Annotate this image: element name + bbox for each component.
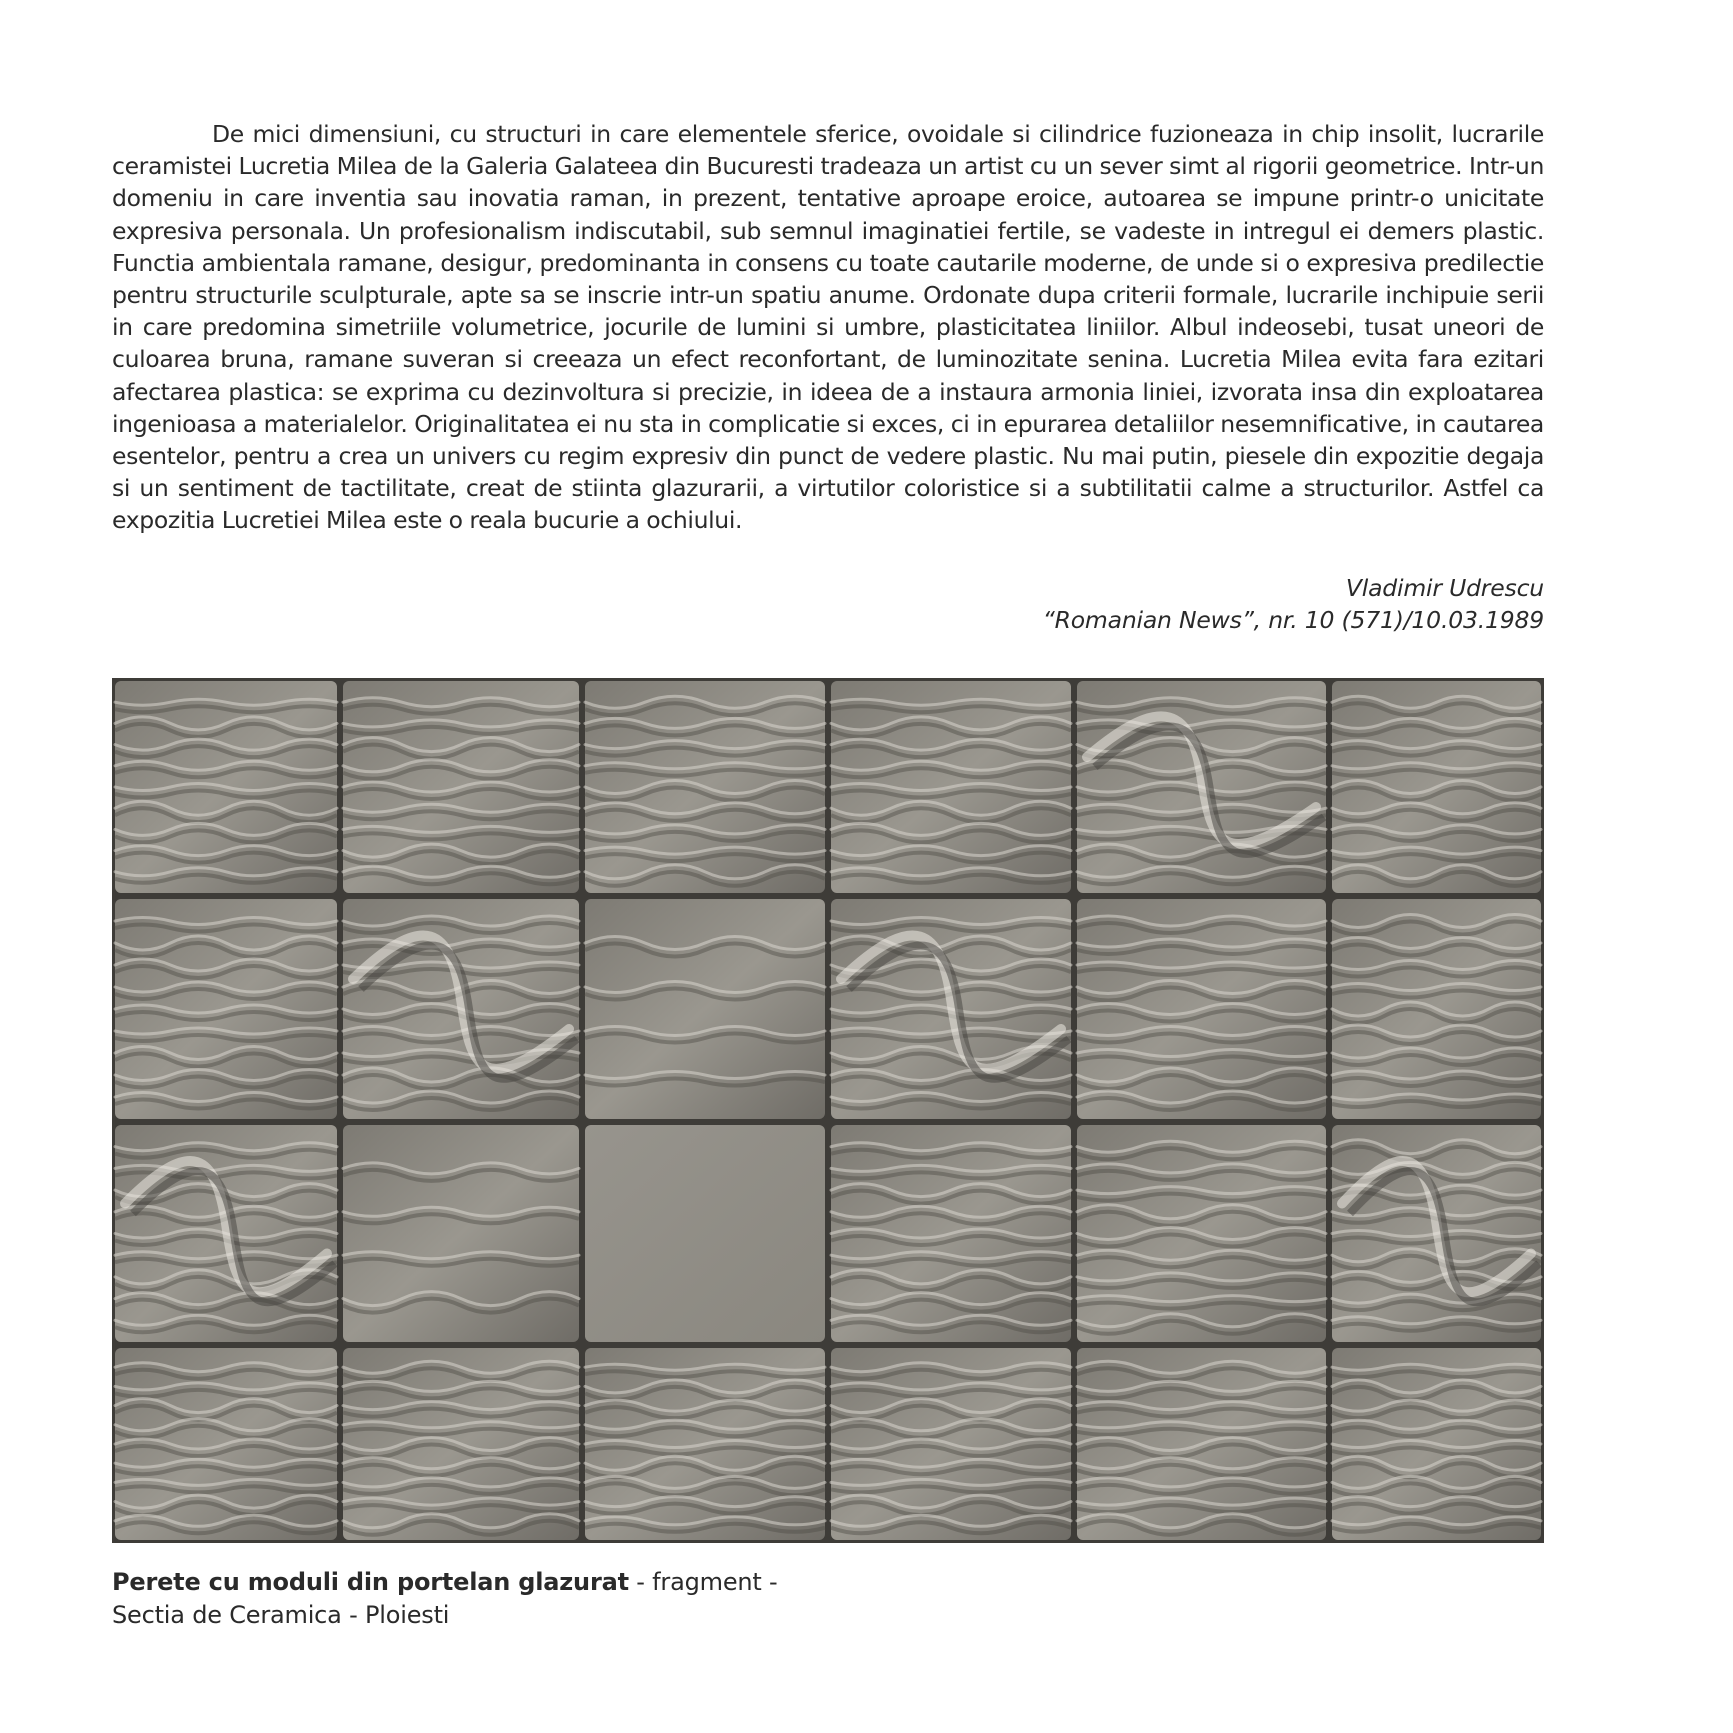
tile-grid bbox=[112, 678, 1544, 1543]
wall-tile bbox=[831, 1125, 1071, 1342]
ceramic-wall-photo bbox=[112, 678, 1544, 1543]
source-citation: “Romanian News”, nr. 10 (571)/10.03.1989 bbox=[1042, 606, 1544, 634]
wall-tile bbox=[831, 899, 1071, 1119]
wall-tile bbox=[1332, 681, 1541, 893]
wall-tile bbox=[343, 1348, 579, 1540]
author-name: Vladimir Udrescu bbox=[1345, 574, 1544, 602]
wall-tile bbox=[1332, 1348, 1541, 1540]
wall-tile bbox=[343, 1125, 579, 1342]
wall-tile bbox=[585, 681, 825, 893]
wall-tile bbox=[115, 899, 337, 1119]
wall-tile bbox=[585, 899, 825, 1119]
article-paragraph: De mici dimensiuni, cu structuri in care elementele sferice, ovoidale si cilindrice fuzioneaza in chip insolit, lucrarile ceramistei Lucretia Milea de la Galeria Galateea din Bucuresti tradeaza un artist cu un sever simt al rigorii geometrice. Intr-un domeniu in care inventia sau inovatia raman, in prezent, tentative aproape eroice, autoarea se impune printr-o unicitate expresiva personala. Un profesionalism indiscutabil, sub semnul imaginatiei fertile, se vadeste in intregul ei demers plastic. Functia ambientala ramane, desigur, predominanta in consens cu toate cautarile moderne, de unde si o expresiva predilectie pentru structurile sculpturale, apte sa se inscrie intr-un spatiu anume. Ordonate dupa criterii formale, lucrarile inchipuie serii in care predomina simetriile volumetrice, jocurile de lumini si umbre, plasticitatea liniilor. Albul indeosebi, tusat uneori de culoarea bruna, ramane suveran si creeaza un efect reconfortant, de luminozitate senina. Lucretia Milea evita fara ezitari afectarea plastica: se exprima cu dezinvoltura si precizie, in ideea de a instaura armonia liniei, izvorata insa din exploatarea ingenioasa a materialelor. Originalitatea ei nu sta in complicatie si exces, ci in epurarea detaliilor nesemnificative, in cautarea esentelor, pentru a crea un univers cu regim expresiv din punct de vedere plastic. Nu mai putin, piesele din expozitie degaja si un sentiment de tactilitate, creat de stiinta glazurarii, a virtutilor coloristice si a subtilitatii calme a structurilor. Astfel ca expozitia Lucretiei Milea este o reala bucurie a ochiului. bbox=[112, 120, 1544, 535]
wall-tile bbox=[115, 1348, 337, 1540]
wall-tile bbox=[585, 1348, 825, 1540]
wall-tile bbox=[1077, 1348, 1326, 1540]
photo-caption bbox=[112, 1566, 778, 1632]
wall-tile bbox=[1077, 681, 1326, 893]
wall-tile bbox=[585, 1125, 825, 1342]
wall-tile bbox=[343, 681, 579, 893]
wall-tile bbox=[1332, 899, 1541, 1119]
article-text bbox=[112, 118, 1544, 537]
caption-line-1 bbox=[112, 1566, 778, 1599]
wall-tile bbox=[1077, 1125, 1326, 1342]
wall-tile bbox=[831, 681, 1071, 893]
caption-line-2: Sectia de Ceramica - Ploiesti bbox=[112, 1601, 450, 1629]
wall-tile bbox=[1077, 899, 1326, 1119]
signature-block bbox=[1043, 572, 1544, 636]
caption-title: Perete cu moduli din portelan glazurat bbox=[112, 1568, 629, 1596]
wall-tile bbox=[115, 1125, 337, 1342]
wall-tile bbox=[343, 899, 579, 1119]
wall-tile bbox=[115, 681, 337, 893]
caption-suffix: - fragment - bbox=[628, 1568, 778, 1596]
wall-tile bbox=[831, 1348, 1071, 1540]
wall-tile bbox=[1332, 1125, 1541, 1342]
